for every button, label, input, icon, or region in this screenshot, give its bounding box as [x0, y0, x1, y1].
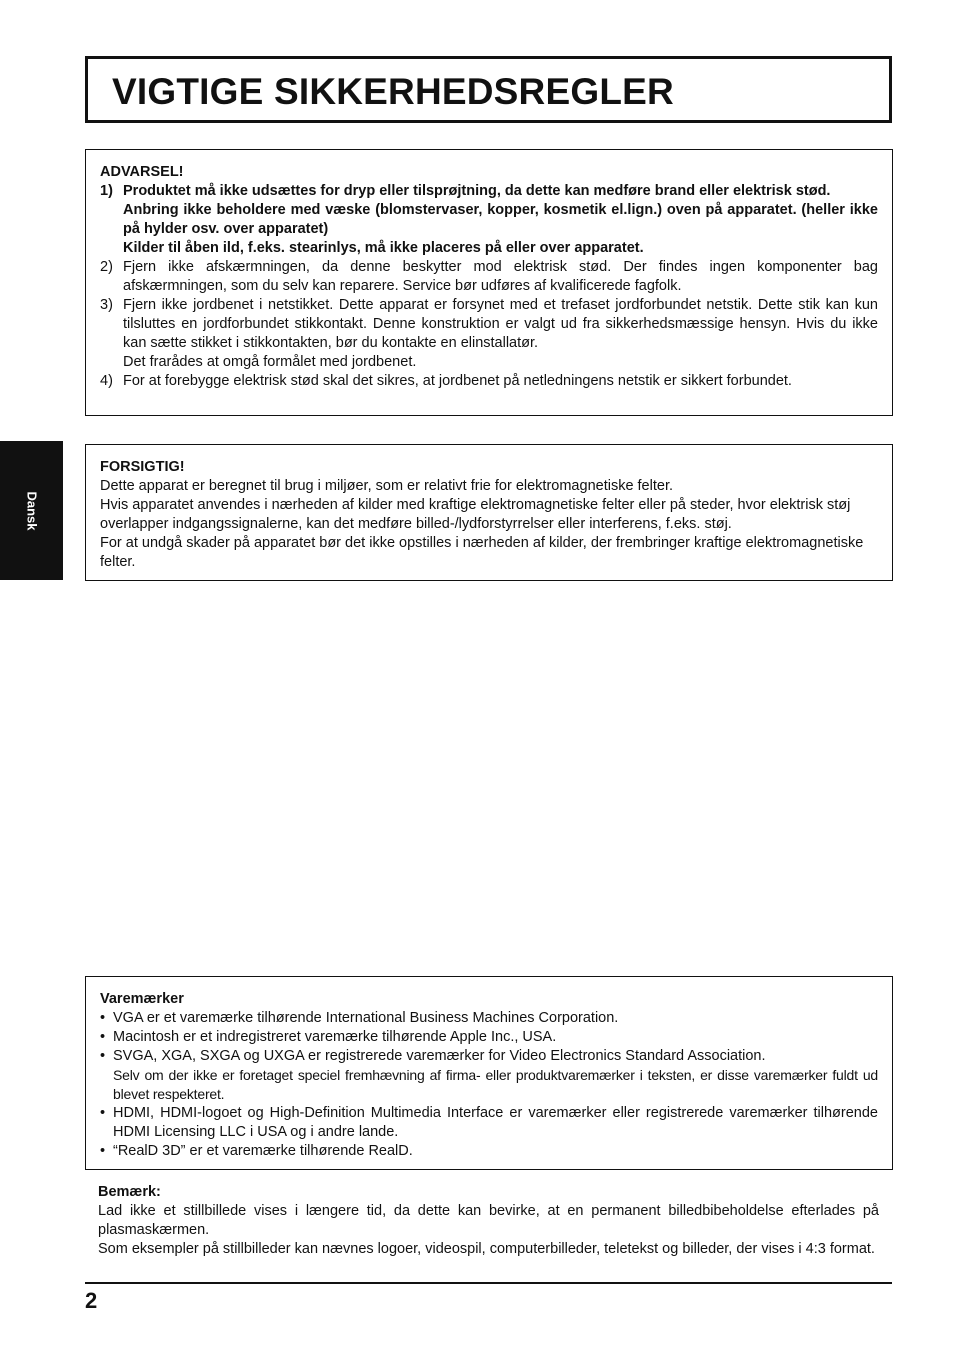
trademark-text: Macintosh er et indregistreret varemærke tilhørende Apple Inc., USA.	[113, 1029, 557, 1045]
item-text: Fjern ikke afskærmningen, da denne beskytter mod elektrisk stød. Der findes ingen komponenter bag afskærmningen, som du selv kan reparere. Service bør udføres af kvalificerede fagfolk.	[123, 259, 878, 294]
title-box	[85, 56, 892, 123]
caution-box	[85, 444, 893, 581]
page-number: 2	[85, 1288, 98, 1313]
language-label: Dansk	[24, 491, 40, 531]
warning-item	[100, 182, 878, 258]
item-number: 1)	[100, 183, 113, 199]
caution-heading: FORSIGTIG!	[100, 459, 185, 475]
bullet: •	[100, 1048, 106, 1064]
item-text: Fjern ikke jordbenet i netstikket. Dette apparat er forsynet med et trefaset jordforbundet netstik. Dette stik kan kun tilsluttes en jordforbundet stikkontakt. Denne konstruktion er valgt ud fra sikkerhedsmæssige hensyn. Hvis du ikke kan sætte stikket i stikkontakten, bør du kontakte en elinstallatør.	[123, 297, 878, 351]
warning-item	[100, 258, 878, 296]
item-text: Anbring ikke beholdere med væske (blomstervaser, kopper, kosmetik el.lign.) oven på apparatet. (heller ikke på hylder osv. over apparatet)	[123, 202, 878, 237]
warning-list	[100, 182, 878, 391]
caution-paragraph: Hvis apparatet anvendes i nærheden af kilder med kraftige elektromagnetiske felter eller på steder, hvor elektrisk støj overlapper indgangssignalerne, kan det medføre billed-/lydforstyrrelser eller interferens, f.eks. støj.	[100, 497, 851, 532]
note-paragraph: Som eksempler på stillbilleder kan nævnes logoer, videospil, computerbilleder, teletekst og billeder, der vises i 4:3 format.	[98, 1241, 875, 1257]
item-text: For at forebygge elektrisk stød skal det sikres, at jordbenet på netledningens netstik er sikkert forbundet.	[123, 373, 792, 389]
note-section	[98, 1183, 879, 1259]
item-number: 3)	[100, 297, 113, 313]
trademarks-list	[100, 1009, 878, 1161]
trademark-text: SVGA, XGA, SXGA og UXGA er registrerede varemærker for Video Electronics Standard Association.	[113, 1048, 766, 1064]
caution-paragraph: For at undgå skader på apparatet bør det ikke opstilles i nærheden af kilder, der frembringer kraftige elektromagnetiske felter.	[100, 535, 864, 570]
warning-item	[100, 296, 878, 372]
bullet: •	[100, 1143, 106, 1159]
item-text: Produktet må ikke udsættes for dryp eller tilsprøjtning, da dette kan medføre brand eller elektrisk stød.	[123, 183, 831, 199]
trademark-item	[100, 1142, 878, 1161]
warning-box	[85, 149, 893, 416]
trademark-item	[100, 1009, 878, 1028]
note-heading: Bemærk:	[98, 1184, 161, 1200]
trademark-text: HDMI, HDMI-logoet og High-Definition Multimedia Interface er varemærker eller registrerede varemærker tilhørende HDMI Licensing LLC i USA og i andre lande.	[113, 1105, 878, 1140]
trademark-text: “RealD 3D” er et varemærke tilhørende RealD.	[113, 1143, 413, 1159]
trademark-item	[100, 1047, 878, 1104]
trademarks-heading: Varemærker	[100, 991, 184, 1007]
bullet: •	[100, 1010, 106, 1026]
bullet: •	[100, 1105, 106, 1121]
page-title: VIGTIGE SIKKERHEDSREGLER	[112, 71, 674, 112]
trademark-text: VGA er et varemærke tilhørende International Business Machines Corporation.	[113, 1010, 619, 1026]
warning-item	[100, 372, 878, 391]
bullet: •	[100, 1029, 106, 1045]
footer-rule	[85, 1282, 892, 1284]
trademarks-box	[85, 976, 893, 1170]
item-number: 2)	[100, 259, 113, 275]
item-number: 4)	[100, 373, 113, 389]
trademark-subtext: Selv om der ikke er foretaget speciel fremhævning af firma- eller produktvaremærker i teksten, er disse varemærker fuldt ud blevet respekteret.	[113, 1067, 878, 1102]
caution-paragraph: Dette apparat er beregnet til brug i miljøer, som er relativt frie for elektromagnetiske felter.	[100, 478, 673, 494]
item-text: Kilder til åben ild, f.eks. stearinlys, må ikke placeres på eller over apparatet.	[123, 240, 644, 256]
warning-heading: ADVARSEL!	[100, 164, 184, 180]
trademark-item	[100, 1104, 878, 1142]
note-paragraph: Lad ikke et stillbillede vises i længere tid, da dette kan bevirke, at en permanent billedbibeholdelse efterlades på plasmaskærmen.	[98, 1203, 879, 1238]
item-text: Det frarådes at omgå formålet med jordbenet.	[123, 354, 417, 370]
trademark-item	[100, 1028, 878, 1047]
language-side-tab	[0, 441, 63, 580]
